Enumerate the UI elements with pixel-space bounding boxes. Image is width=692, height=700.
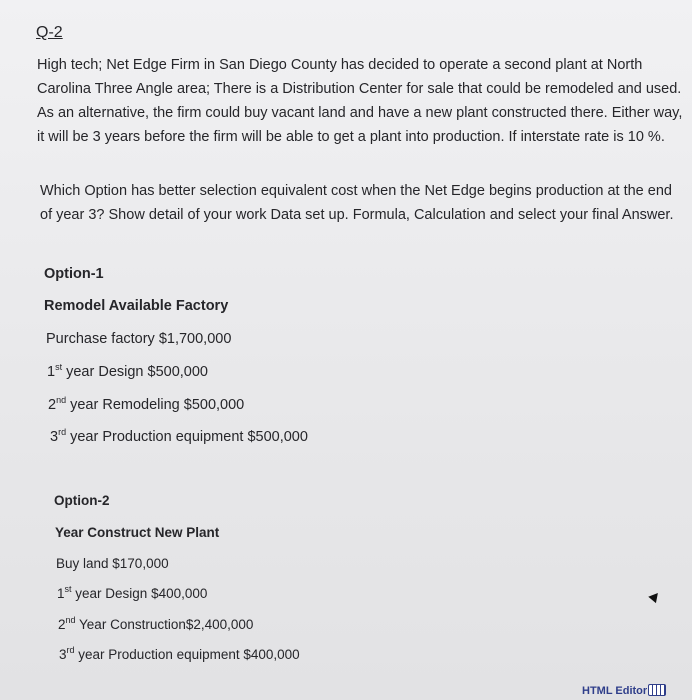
- ordinal-number: 2: [48, 397, 57, 413]
- html-editor-button[interactable]: [582, 684, 666, 697]
- ordinal-number: 1: [47, 364, 56, 380]
- ordinal-suffix: nd: [65, 615, 76, 625]
- line-text: year Remodeling $500,000: [66, 397, 245, 413]
- ordinal-number: 2: [58, 617, 66, 632]
- line-text: year Design $400,000: [71, 586, 208, 601]
- option1-heading: Option-1: [44, 266, 104, 282]
- option1-subheading: Remodel Available Factory: [44, 298, 229, 314]
- task-instructions: Which Option has better selection equivalent cost when the Net Edge begins production at the end of year 3? Show detail of your work Data set up. Formula, Calculation and select your final Answer.: [40, 183, 674, 223]
- ordinal-number: 3: [59, 647, 67, 662]
- ordinal-suffix: st: [64, 584, 72, 594]
- mouse-cursor-icon: [648, 590, 661, 603]
- ordinal-suffix: rd: [58, 427, 67, 437]
- line-text: year Production equipment $500,000: [66, 429, 308, 445]
- ordinal-suffix: nd: [56, 395, 67, 405]
- option2-year1: [57, 586, 207, 601]
- option1-year2: [48, 397, 244, 413]
- option1-purchase: Purchase factory $1,700,000: [46, 331, 232, 347]
- option2-land: Buy land $170,000: [56, 556, 169, 571]
- option2-year3: [59, 647, 300, 662]
- ordinal-number: 3: [50, 429, 59, 445]
- keyboard-icon: [648, 684, 666, 696]
- line-text: year Design $500,000: [62, 364, 208, 380]
- line-text: Year Construction$2,400,000: [75, 617, 254, 632]
- option2-heading: Option-2: [54, 493, 110, 508]
- option1-year3: [50, 429, 308, 445]
- option2-year2: [58, 617, 253, 632]
- option2-subheading: Year Construct New Plant: [55, 525, 220, 540]
- ordinal-number: 1: [57, 586, 65, 601]
- ordinal-suffix: rd: [66, 645, 75, 655]
- question-title: Q-2: [36, 24, 63, 41]
- line-text: year Production equipment $400,000: [74, 647, 300, 662]
- html-editor-label: HTML Editor: [582, 685, 648, 697]
- problem-statement: High tech; Net Edge Firm in San Diego County has decided to operate a second plant at North Carolina Three Angle area; There is a Distribution Center for sale that could be remodeled and used. As an alternative, the firm could buy vacant land and have a new plant constructed there. Either way, it will be 3 years before the firm will be able to get a plant into production. If interstate rate is 10 %.: [37, 57, 683, 145]
- option1-year1: [47, 364, 208, 380]
- ordinal-suffix: st: [55, 362, 63, 372]
